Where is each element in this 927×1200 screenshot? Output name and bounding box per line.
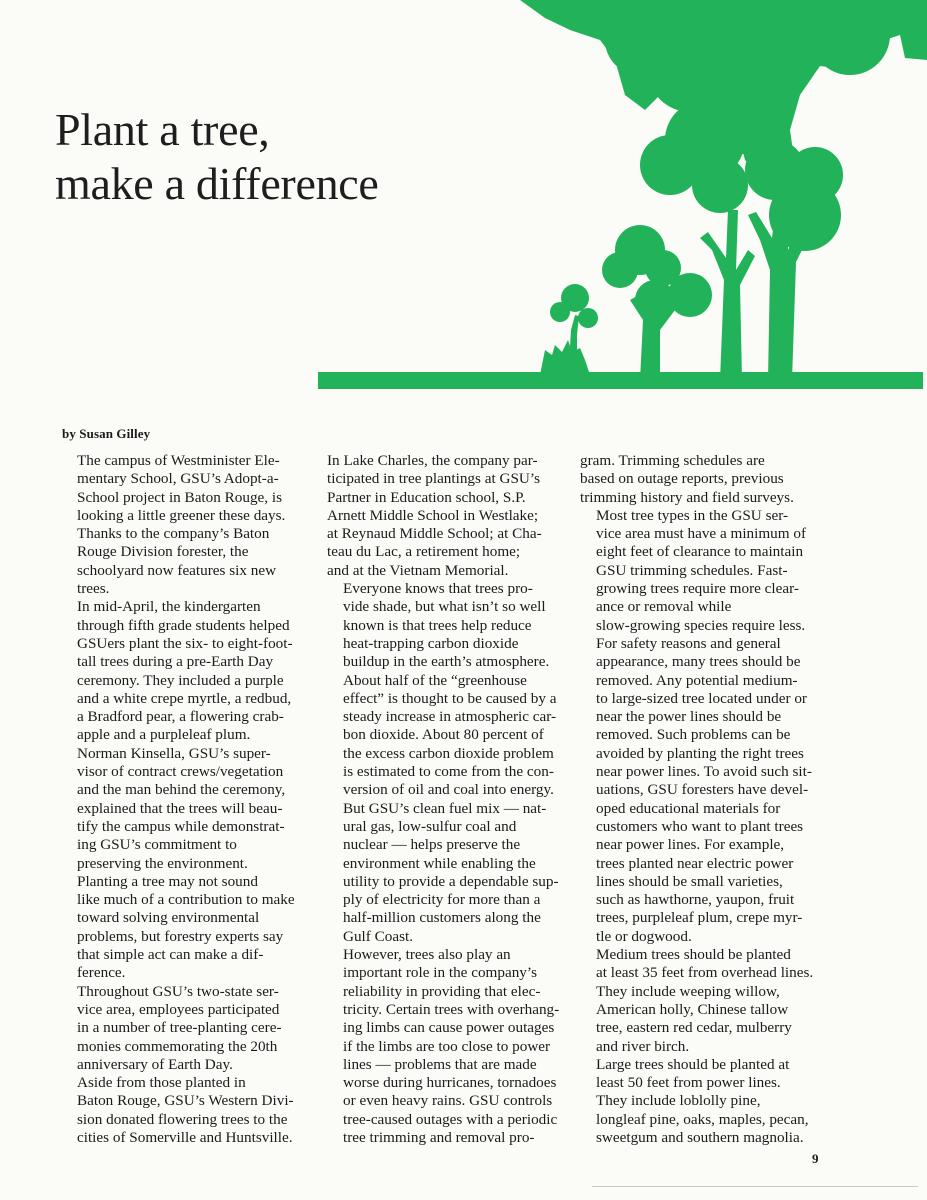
text-line: Partner in Education school, S.P. (327, 488, 526, 506)
paragraph (327, 946, 577, 1147)
text-line: vice area, employees participated (77, 1000, 280, 1018)
text-line: bon dioxide. About 80 percent of (343, 726, 544, 744)
text-line: steady increase in atmospheric car- (343, 708, 557, 726)
page-title (55, 103, 379, 211)
text-line: eight feet of clearance to maintain (596, 543, 804, 561)
ground-band (318, 372, 923, 389)
paragraph (61, 598, 311, 744)
text-line: nuclear — helps preserve the (343, 836, 521, 854)
text-line: trees, purpleleaf plum, crepe myr- (596, 909, 803, 927)
title-line-1: Plant a tree, (55, 104, 270, 155)
text-line: near the power lines should be (596, 708, 782, 726)
text-line: based on outage reports, previous (580, 470, 784, 488)
text-line: ference. (77, 964, 126, 982)
text-line: known is that trees help reduce (343, 616, 532, 634)
text-line: anniversary of Earth Day. (77, 1055, 233, 1073)
text-line: problems, but forestry experts say (77, 927, 284, 945)
text-line: a Bradford pear, a flowering crab- (77, 708, 284, 726)
text-line: Thanks to the company’s Baton (77, 525, 270, 543)
text-line: Baton Rouge, GSU’s Western Divi- (77, 1092, 294, 1110)
text-line: GSU trimming schedules. Fast- (596, 561, 788, 579)
text-line: important role in the company’s (343, 964, 538, 982)
text-line: least 50 feet from power lines. (596, 1074, 781, 1092)
text-line: mentary School, GSU’s Adopt-a- (77, 470, 279, 488)
text-line: and a white crepe myrtle, a redbud, (77, 689, 292, 707)
text-line: schoolyard now features six new (77, 561, 277, 579)
text-line: lines should be small varieties, (596, 872, 783, 890)
paragraph (61, 873, 311, 983)
text-line: oped educational materials for (596, 799, 781, 817)
text-line: at Reynaud Middle School; at Cha- (327, 525, 542, 543)
article-column-2 (327, 452, 577, 1147)
text-line: trees planted near electric power (596, 854, 794, 872)
text-line: ticipated in tree plantings at GSU’s (327, 470, 541, 488)
text-line: ing limbs can cause power outages (343, 1019, 555, 1037)
text-line: utility to provide a dependable sup- (343, 872, 559, 890)
text-line: tify the campus while demonstrat- (77, 817, 285, 835)
text-line: vide shade, but what isn’t so well (343, 598, 546, 616)
text-line: ural gas, low-sulfur coal and (343, 817, 517, 835)
page-number: 9 (812, 1151, 819, 1166)
text-line: near power lines. For example, (596, 836, 785, 854)
text-line: gram. Trimming schedules are (580, 452, 765, 469)
text-line: Arnett Middle School in Westlake; (327, 506, 539, 524)
text-line: monies commemorating the 20th (77, 1037, 278, 1055)
text-line: worse during hurricanes, tornadoes (343, 1074, 557, 1092)
text-line: removed. Any potential medium- (596, 671, 798, 689)
text-line: Gulf Coast. (343, 927, 414, 945)
text-line: ance or removal while (596, 598, 732, 616)
text-line: like much of a contribution to make (77, 891, 295, 909)
paragraph (580, 507, 830, 946)
text-line: near power lines. To avoid such sit- (596, 763, 812, 781)
text-line: tle or dogwood. (596, 927, 692, 945)
text-line: in a number of tree-planting cere- (77, 1019, 282, 1037)
text-line: Aside from those planted in (77, 1074, 246, 1092)
text-line: such as hawthorne, yaupon, fruit (596, 891, 795, 909)
paragraph (580, 1056, 830, 1147)
text-line: sion donated flowering trees to the (77, 1110, 288, 1128)
text-line: to large-sized tree located under or (596, 689, 807, 707)
article-column-1 (61, 452, 311, 1147)
text-line: is estimated to come from the con- (343, 763, 554, 781)
text-line: GSUers plant the six- to eight-foot- (77, 634, 293, 652)
text-line: effect” is thought to be caused by a (343, 689, 557, 707)
footer-rule (592, 1186, 918, 1187)
text-line: visor of contract crews/vegetation (77, 763, 284, 781)
text-line: uations, GSU foresters have devel- (596, 781, 809, 799)
text-line: growing trees require more clear- (596, 580, 799, 598)
text-line: reliability in providing that elec- (343, 982, 541, 1000)
paragraph (327, 580, 577, 800)
text-line: avoided by planting the right trees (596, 744, 804, 762)
text-line: teau du Lac, a retirement home; (327, 543, 521, 561)
text-line: trimming history and field surveys. (580, 488, 794, 506)
text-line: tricity. Certain trees with overhang- (343, 1000, 560, 1018)
text-line: ing GSU’s commitment to (77, 836, 237, 854)
paragraph (61, 745, 311, 873)
text-line: tree, eastern red cedar, mulberry (596, 1019, 792, 1037)
text-line: if the limbs are too close to power (343, 1037, 551, 1055)
text-line: In mid-April, the kindergarten (77, 598, 261, 616)
paragraph (580, 946, 830, 1056)
paragraph (327, 452, 577, 580)
text-line: In Lake Charles, the company par- (327, 452, 538, 469)
text-line: Rouge Division forester, the (77, 543, 249, 561)
text-line: But GSU’s clean fuel mix — nat- (343, 799, 547, 817)
article-column-3 (580, 452, 830, 1147)
text-line: apple and a purpleleaf plum. (77, 726, 251, 744)
text-line: and at the Vietnam Memorial. (327, 561, 509, 579)
text-line: buildup in the earth’s atmosphere. (343, 653, 550, 671)
text-line: Norman Kinsella, GSU’s super- (77, 744, 271, 762)
text-line: toward solving environmental (77, 909, 260, 927)
text-line: tree trimming and removal pro- (343, 1128, 535, 1146)
text-line: They include loblolly pine, (596, 1092, 761, 1110)
text-line: About half of the “greenhouse (343, 671, 527, 689)
text-line: slow-growing species require less. (596, 616, 806, 634)
text-line: sweetgum and southern magnolia. (596, 1128, 804, 1146)
text-line: at least 35 feet from overhead lines. (596, 964, 814, 982)
text-line: customers who want to plant trees (596, 817, 804, 835)
text-line: ceremony. They included a purple (77, 671, 284, 689)
text-line: ply of electricity for more than a (343, 891, 541, 909)
text-line: lines — problems that are made (343, 1055, 537, 1073)
text-line: Throughout GSU’s two-state ser- (77, 982, 279, 1000)
paragraph (61, 525, 311, 598)
paragraph (580, 452, 830, 507)
text-line: looking a little greener these days. (77, 506, 286, 524)
text-line: American holly, Chinese tallow (596, 1000, 789, 1018)
text-line: and river birch. (596, 1037, 690, 1055)
tree-group (318, 0, 927, 389)
text-line: Medium trees should be planted (596, 946, 791, 964)
text-line: environment while enabling the (343, 854, 536, 872)
text-line: vice area must have a minimum of (596, 525, 807, 543)
text-line: longleaf pine, oaks, maples, pecan, (596, 1110, 809, 1128)
text-line: They include weeping willow, (596, 982, 780, 1000)
text-line: Large trees should be planted at (596, 1055, 790, 1073)
byline: by Susan Gilley (62, 426, 151, 441)
text-line: appearance, many trees should be (596, 653, 801, 671)
text-line: School project in Baton Rouge, is (77, 488, 283, 506)
text-line: Planting a tree may not sound (77, 872, 258, 890)
text-line: and the man behind the ceremony, (77, 781, 286, 799)
text-line: tree-caused outages with a periodic (343, 1110, 558, 1128)
text-line: the excess carbon dioxide problem (343, 744, 554, 762)
paragraph (61, 452, 311, 525)
text-line: through fifth grade students helped (77, 616, 290, 634)
text-line: heat-trapping carbon dioxide (343, 634, 519, 652)
ground-shrub (540, 340, 590, 375)
text-line: cities of Somerville and Huntsville. (77, 1128, 293, 1146)
text-line: explained that the trees will beau- (77, 799, 283, 817)
text-line: Most tree types in the GSU ser- (596, 506, 789, 524)
text-line: half-million customers along the (343, 909, 541, 927)
text-line: preserving the environment. (77, 854, 248, 872)
text-line: or even heavy rains. GSU controls (343, 1092, 553, 1110)
paragraph (61, 1074, 311, 1147)
text-line: Everyone knows that trees pro- (343, 580, 533, 598)
text-line: The campus of Westminister Ele- (77, 452, 280, 469)
text-line: removed. Such problems can be (596, 726, 791, 744)
text-line: However, trees also play an (343, 946, 511, 964)
text-line: trees. (77, 580, 110, 598)
paragraph (61, 983, 311, 1074)
paragraph (327, 800, 577, 946)
title-line-2: make a difference (55, 158, 379, 209)
text-line: For safety reasons and general (596, 634, 781, 652)
text-line: tall trees during a pre-Earth Day (77, 653, 274, 671)
text-line: version of oil and coal into energy. (343, 781, 554, 799)
text-line: that simple act can make a dif- (77, 946, 264, 964)
